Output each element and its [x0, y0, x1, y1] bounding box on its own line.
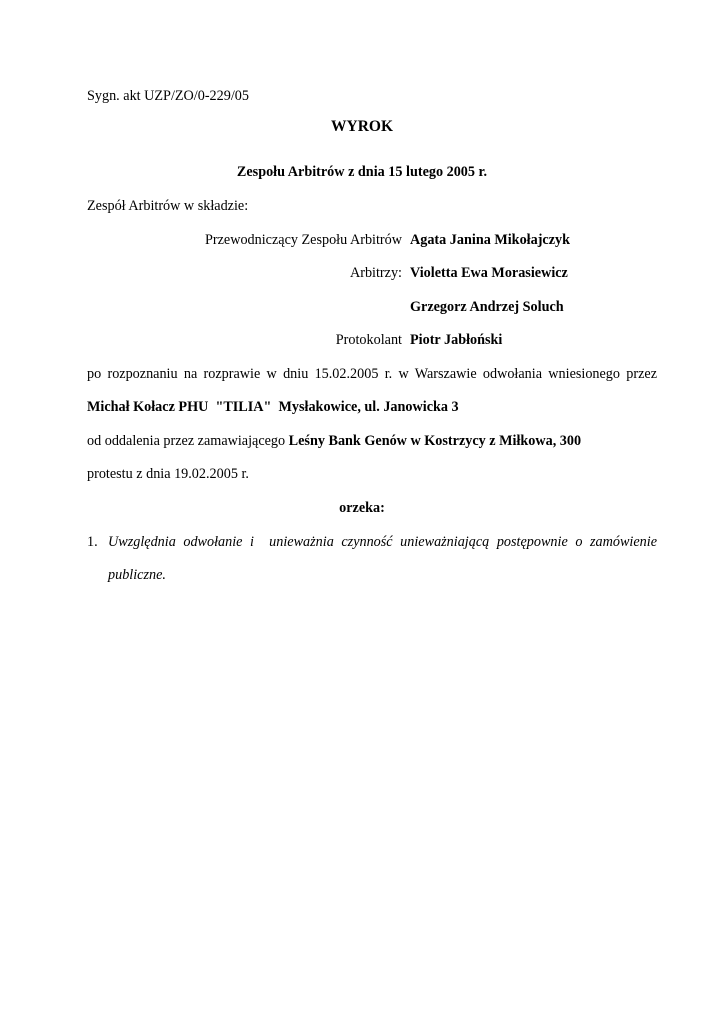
- contracting-party: Leśny Bank Genów w Kostrzycy z Miłkowa, 300: [288, 433, 582, 449]
- panel-intro: Zespół Arbitrów w składzie:: [87, 198, 249, 214]
- arbiter-name-1: Violetta Ewa Morasiewicz: [410, 265, 568, 281]
- chair-name: Agata Janina Mikołajczyk: [410, 232, 571, 248]
- clerk-label: Protokolant: [335, 332, 402, 348]
- arbiter-name-2: Grzegorz Andrzej Soluch: [410, 299, 564, 315]
- dismissal-prefix: od oddalenia przez zamawiającego: [87, 433, 289, 449]
- arbiters-label: Arbitrzy:: [349, 265, 402, 281]
- case-reference: Sygn. akt UZP/ZO/0-229/05: [87, 88, 249, 104]
- document-subtitle: Zespołu Arbitrów z dnia 15 lutego 2005 r.: [236, 164, 488, 180]
- ruling-item-text-line-2: publiczne.: [108, 567, 166, 583]
- clerk-name: Piotr Jabłoński: [410, 332, 503, 348]
- ruling-item-text-line-1: Uwzględnia odwołanie i unieważnia czynność unieważniającą postępownie o zamówienie: [108, 534, 657, 550]
- appellant-line: Michał Kołacz PHU "TILIA" Mysłakowice, ul. Janowicka 3: [87, 399, 459, 415]
- proceedings-line: po rozpoznaniu na rozprawie w dniu 15.02.2005 r. w Warszawie odwołania wniesionego przez: [87, 366, 657, 382]
- chair-label: Przewodniczący Zespołu Arbitrów: [205, 232, 402, 248]
- dismissal-line: [87, 432, 581, 450]
- protest-line: protestu z dnia 19.02.2005 r.: [87, 466, 249, 482]
- document-title: WYROK: [331, 118, 393, 135]
- ruling-item-number: 1.: [87, 534, 98, 550]
- ruling-heading: orzeka:: [339, 500, 385, 516]
